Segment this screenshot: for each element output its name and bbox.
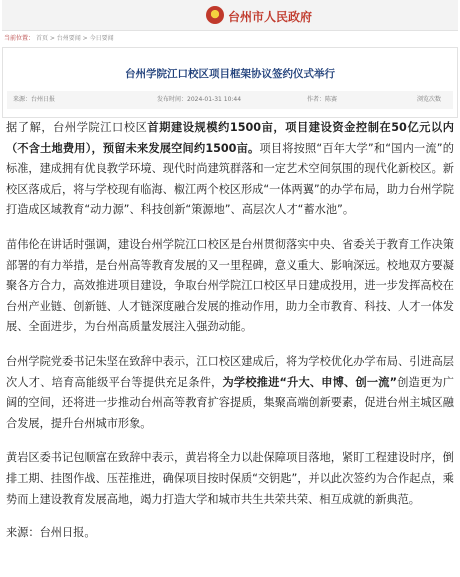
paragraph-bold-text: 首期建设规模约1500亩，项目建设资金控制在50亿元以内（不含土地费用），预留未来发展空间约1500亩。 <box>6 121 454 155</box>
breadcrumb-path[interactable]: 首页 > 台州要闻 > 今日要闻 <box>35 35 114 42</box>
article-paragraph <box>6 448 454 510</box>
site-header <box>2 0 458 31</box>
paragraph-text: 项目将按照“百年大学”和“国内一流”的标准，建成拥有优良教学环境、现代时尚建筑群落和一定艺术空间氛围的现代化新校区。新校区落成后，将与学校现有临海、椒江两个校区形成“一体两翼”的办学布局，助力台州学院打造成区域教育“动力源”、科技创新“策源地”、高层次人才“蓄水池”。 <box>6 141 454 217</box>
paragraph-text: 台州学院党委书记朱坚在致辞中表示，江口校区建成后，将为学校优化办学布局、引进高层次人才、培育高能级平台等提供充足条件， <box>6 354 454 389</box>
breadcrumb <box>2 31 458 47</box>
site-title[interactable]: 台州市人民政府 <box>228 10 313 24</box>
paragraph-bold-text: 为学校推进“升大、申博、创一流” <box>222 375 397 389</box>
article-container <box>2 47 458 118</box>
paragraph-text: 苗伟伦在讲话时强调，建设台州学院江口校区是台州贯彻落实中央、省委关于教育工作决策部署的有力举措，是台州高等教育发展的又一里程碑，意义重大、影响深远。校地双方要凝聚各方合力，高效推进项目建设，争取台州学院江口校区早日建成投用，进一步发挥高校在台州产业链、创新链、人才链深度融合发展的推动作用，助力全市教育、科技、人才一体发展、全面进步，为台州高质量发展注入强劲动能。 <box>6 237 454 334</box>
meta-date: 发布时间：2024-01-31 10:44 <box>157 96 242 103</box>
article-paragraph <box>6 352 454 434</box>
article-footer-source: 来源：台州日报。 <box>6 526 96 540</box>
breadcrumb-prefix: 当前位置： <box>4 35 35 42</box>
paragraph-text: 据了解，台州学院江口校区 <box>6 121 148 134</box>
paragraph-text: 黄岩区委书记包顺富在致辞中表示，黄岩将全力以赴保障项目落地，紧盯工程建设时序，倒排工期、挂图作战、压茬推进，确保项目按时保质“交钥匙”，并以此次签约为合作起点，乘势而上建设教育发展高地，竭力打造大学和城市共生共荣共荣、相互成就的新典范。 <box>6 451 454 506</box>
article-meta-bar <box>7 91 453 109</box>
government-emblem-icon <box>206 6 224 24</box>
article-body <box>2 118 458 540</box>
meta-views: 浏览次数 <box>417 96 442 103</box>
article-paragraph <box>6 118 454 221</box>
article-title: 台州学院江口校区项目框架协议签约仪式举行 <box>125 68 335 80</box>
article-paragraph <box>6 235 454 338</box>
meta-source: 来源：台州日报 <box>13 96 56 103</box>
page-frame <box>2 0 458 540</box>
meta-author: 作者：陈赛 <box>307 96 338 103</box>
paragraph-text: 创造更为广阔的空间，还将进一步推动台州高等教育扩容提质，集聚高端创新要素，促进台州主城区融合发展，提升台州城市形象。 <box>6 375 454 430</box>
